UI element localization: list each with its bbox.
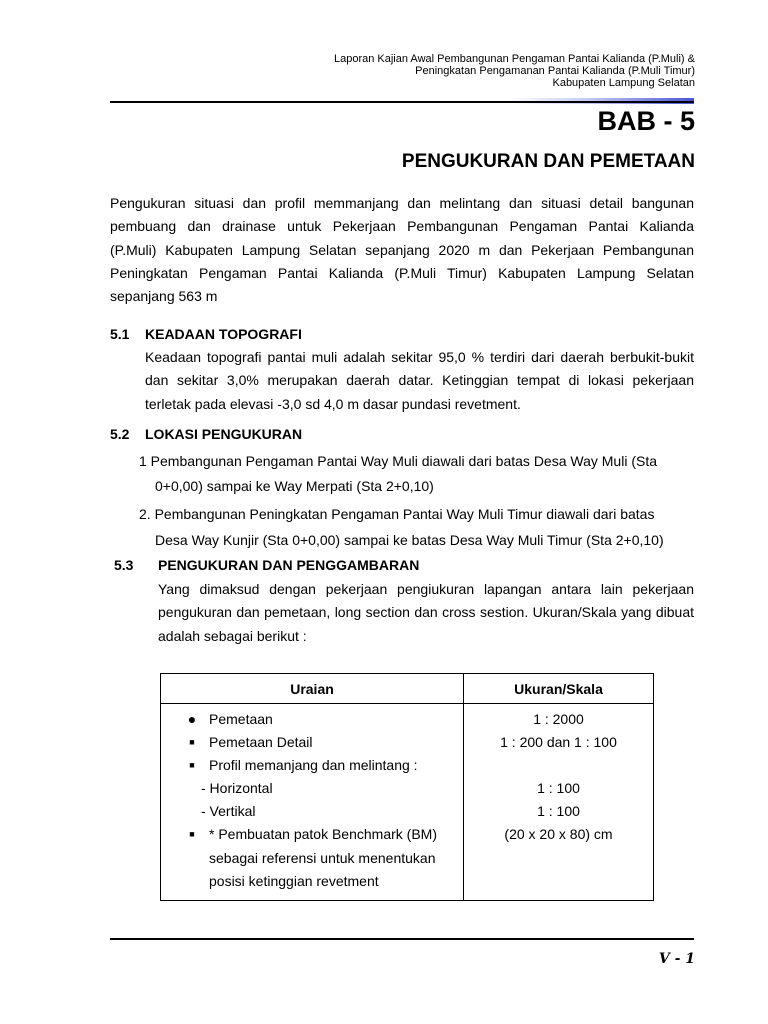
- list-item: [161, 800, 463, 823]
- bullet-square-icon: ■: [189, 737, 195, 747]
- scale-value: 1 : 100: [537, 803, 580, 819]
- item-label: Pemetaan: [209, 711, 273, 727]
- item-label: - Horizontal: [201, 780, 273, 796]
- section-number: 5.2: [110, 426, 130, 442]
- item-label: posisi ketinggian revetment: [209, 873, 379, 889]
- location-item-2-line-2: Desa Way Kunjir (Sta 0+0,00) sampai ke batas Desa Way Muli Timur (Sta 2+0,10): [155, 532, 664, 548]
- list-item: [161, 754, 463, 777]
- list-item: [161, 823, 463, 847]
- item-label: Pemetaan Detail: [209, 734, 313, 750]
- scale-value: 1 : 2000: [533, 711, 584, 727]
- chapter-title: PENGUKURAN DAN PEMETAAN: [401, 151, 695, 172]
- list-item: [161, 731, 463, 754]
- paragraph-line: adalah sebagai berikut :: [158, 627, 307, 644]
- section-number: 5.3: [114, 557, 134, 573]
- location-item-1-line-1: 1 Pembangunan Pengaman Pantai Way Muli diawali dari batas Desa Way Muli (Sta: [139, 453, 657, 469]
- intro-paragraph: [110, 192, 694, 308]
- column-header-uraian: Uraian: [161, 674, 464, 704]
- list-item: [161, 708, 463, 731]
- scale-value: (20 x 20 x 80) cm: [504, 826, 613, 842]
- bullet-dot-icon: ●: [187, 711, 197, 727]
- paragraph-line: Yang dimaksud dengan pekerjaan pengiukuran lapangan antara lain pekerjaan: [158, 581, 694, 597]
- section-title: LOKASI PENGUKURAN: [145, 426, 303, 442]
- item-label: - Vertikal: [201, 803, 256, 819]
- item-label: Profil memanjang dan melintang :: [209, 757, 418, 773]
- bullet-square-icon: ■: [189, 760, 195, 770]
- intro-line: (P.Muli) Kabupaten Lampung Selatan sepanjang 2020 m dan Pekerjaan Pembangunan: [110, 241, 694, 258]
- uraian-cell: [161, 704, 464, 901]
- section-5-3-paragraph: [158, 578, 694, 648]
- section-title: PENGUKURAN DAN PENGGAMBARAN: [158, 557, 420, 573]
- location-item-2-line-1: 2. Pembangunan Peningkatan Pengaman Pantai Way Muli Timur diawali dari batas: [139, 506, 655, 522]
- report-header-line-2: Peningkatan Pengamanan Pantai Kalianda (P.Muli Timur): [415, 65, 695, 77]
- paragraph-line: terletak pada elevasi -3,0 sd 4,0 m dasar pundasi revetment.: [145, 395, 521, 412]
- ukuran-cell: [464, 704, 654, 901]
- page-number: V - 1: [658, 951, 695, 967]
- list-item: [161, 777, 463, 800]
- paragraph-line: Keadaan topografi pantai muli adalah sekitar 95,0 % terdiri dari daerah berbukit-bukit: [145, 349, 694, 365]
- table-row: [161, 704, 654, 901]
- intro-line: pembuang dan drainase untuk Pekerjaan Pembangunan Pengaman Pantai Kalianda: [110, 218, 694, 235]
- footer-rule: [110, 938, 694, 940]
- section-title: KEADAAN TOPOGRAFI: [145, 326, 302, 342]
- paragraph-line: dan sekitar 3,0% merupakan daerah datar. Ketinggian tempat di lokasi pekerjaan: [145, 372, 694, 389]
- section-number: 5.1: [110, 326, 130, 342]
- header-rule: [110, 101, 694, 103]
- list-item-continuation: [161, 847, 463, 871]
- item-label: sebagai referensi untuk menentukan: [209, 849, 436, 866]
- chapter-label: BAB - 5: [597, 106, 695, 136]
- intro-line: Pengukuran situasi dan profil memmanjang dan melintang dan situasi detail bangunan: [110, 195, 694, 211]
- scale-value-empty: [464, 754, 653, 777]
- paragraph-line: pengukuran dan pemetaan, long section dan cross sestion. Ukuran/Skala yang dibuat: [158, 604, 694, 621]
- bullet-square-icon: ■: [189, 829, 195, 839]
- scale-value: 1 : 200 dan 1 : 100: [500, 734, 617, 750]
- report-header-line-1: Laporan Kajian Awal Pembangunan Pengaman Pantai Kalianda (P.Muli) &: [333, 53, 695, 65]
- table-header-row: [161, 674, 654, 704]
- intro-line: Peningkatan Pengaman Pantai Kalianda (P.Muli Timur) Kabupaten Lampung Selatan: [110, 264, 694, 281]
- list-item-continuation: [161, 870, 463, 894]
- item-label: * Pembuatan patok Benchmark (BM): [209, 826, 437, 842]
- intro-line: sepanjang 563 m: [110, 288, 218, 305]
- location-item-1-line-2: 0+0,00) sampai ke Way Merpati (Sta 2+0,10): [155, 478, 434, 494]
- scale-table: [160, 673, 654, 901]
- column-header-ukuran-skala: Ukuran/Skala: [464, 674, 654, 704]
- section-5-1-paragraph: [145, 346, 694, 416]
- report-header-line-3: Kabupaten Lampung Selatan: [552, 77, 695, 89]
- scale-value: 1 : 100: [537, 780, 580, 796]
